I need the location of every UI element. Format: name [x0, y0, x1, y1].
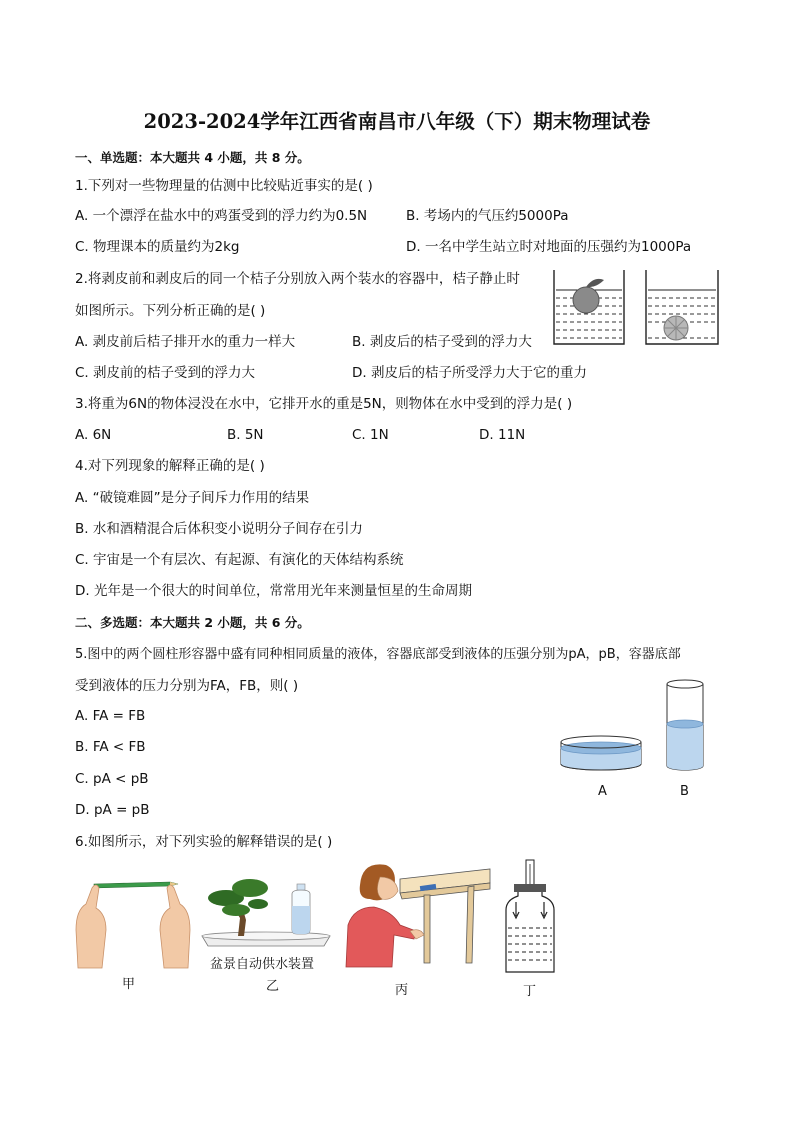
beaker-unpeeled: [554, 270, 624, 344]
container-b: [667, 680, 703, 770]
question-2-stem-line2: 如图所示。下列分析正确的是( ): [75, 303, 266, 319]
girl-face: [377, 877, 398, 899]
question-3-option-b: B. 5N: [227, 427, 264, 443]
figure-jia-caption: 甲: [122, 977, 136, 992]
question-2-option-a: A. 剥皮前后桔子排开水的重力一样大: [75, 334, 296, 350]
section-heading-multiple-choice: 二、多选题：本大题共 2 小题，共 6 分。: [75, 615, 310, 630]
figure-yi-caption: 乙: [266, 979, 280, 994]
question-5-figure: [558, 676, 713, 776]
figure-jia-hands-pencil: [72, 868, 194, 970]
question-5-stem-line2: 受到液体的压力分别为FA，FB，则( ): [75, 678, 299, 694]
question-2-stem-line1: 2.将剥皮前和剥皮后的同一个桔子分别放入两个装水的容器中，桔子静止时: [75, 271, 520, 287]
question-2-option-d: D. 剥皮后的桔子所受浮力大于它的重力: [352, 365, 587, 381]
question-5-option-c: C. pA < pB: [75, 771, 149, 787]
figure-ding-caption: 丁: [523, 984, 537, 999]
question-5-stem-line1: 5.图中的两个圆柱形容器中盛有同种相同质量的液体，容器底部受到液体的压强分别为pA，pB，容器底部: [75, 647, 681, 662]
question-5-option-a: A. FA = FB: [75, 708, 146, 724]
question-2-option-b: B. 剥皮后的桔子受到的浮力大: [352, 334, 532, 350]
container-a-label: A: [598, 784, 607, 799]
figure-bing-caption: 丙: [395, 983, 409, 998]
question-1-option-a: A. 一个漂浮在盐水中的鸡蛋受到的浮力约为0.5N: [75, 208, 368, 224]
question-3-stem: 3.将重为6N的物体浸没在水中，它排开水的重是5N，则物体在水中受到的浮力是( ): [75, 396, 573, 412]
question-1-option-d: D. 一名中学生站立时对地面的压强约为1000Pa: [406, 239, 692, 255]
question-1-option-b: B. 考场内的气压约5000Pa: [406, 208, 569, 224]
question-1-option-c: C. 物理课本的质量约为2kg: [75, 239, 240, 255]
figure-yi-subcaption: 盆景自动供水装置: [210, 957, 315, 972]
left-hand-icon: [76, 885, 106, 968]
figure-bing-girl-table: [340, 855, 496, 969]
question-4-option-b: B. 水和酒精混合后体积变小说明分子间存在引力: [75, 521, 363, 537]
section-heading-single-choice: 一、单选题：本大题共 4 小题，共 8 分。: [75, 150, 310, 165]
figure-yi-bonsai: [198, 872, 334, 950]
question-2-figure: [550, 266, 725, 348]
question-3-option-d: D. 11N: [479, 427, 526, 443]
right-hand-icon: [160, 885, 190, 968]
question-3-option-c: C. 1N: [352, 427, 389, 443]
girl-body: [346, 907, 416, 967]
orange-icon: [573, 287, 599, 313]
page-title: 2023-2024学年江西省南昌市八年级（下）期末物理试卷: [143, 110, 651, 133]
question-4-option-a: A. “破镜难圆”是分子间斥力作用的结果: [75, 490, 310, 506]
beaker-peeled: [646, 270, 718, 344]
figure-ding-bottle: [500, 858, 560, 976]
question-4-option-c: C. 宇宙是一个有层次、有起源、有演化的天体结构系统: [75, 552, 404, 568]
question-5-option-d: D. pA = pB: [75, 802, 150, 818]
question-5-option-b: B. FA < FB: [75, 739, 146, 755]
question-2-option-c: C. 剥皮前的桔子受到的浮力大: [75, 365, 256, 381]
question-1-stem: 1.下列对一些物理量的估测中比较贴近事实的是( ): [75, 178, 373, 194]
question-4-option-d: D. 光年是一个很大的时间单位，常常用光年来测量恒星的生命周期: [75, 583, 472, 599]
container-b-label: B: [680, 784, 689, 799]
question-6-stem: 6.如图所示，对下列实验的解释错误的是( ): [75, 834, 333, 850]
container-a: [561, 736, 641, 770]
question-3-option-a: A. 6N: [75, 427, 112, 443]
question-4-stem: 4.对下列现象的解释正确的是( ): [75, 458, 265, 474]
